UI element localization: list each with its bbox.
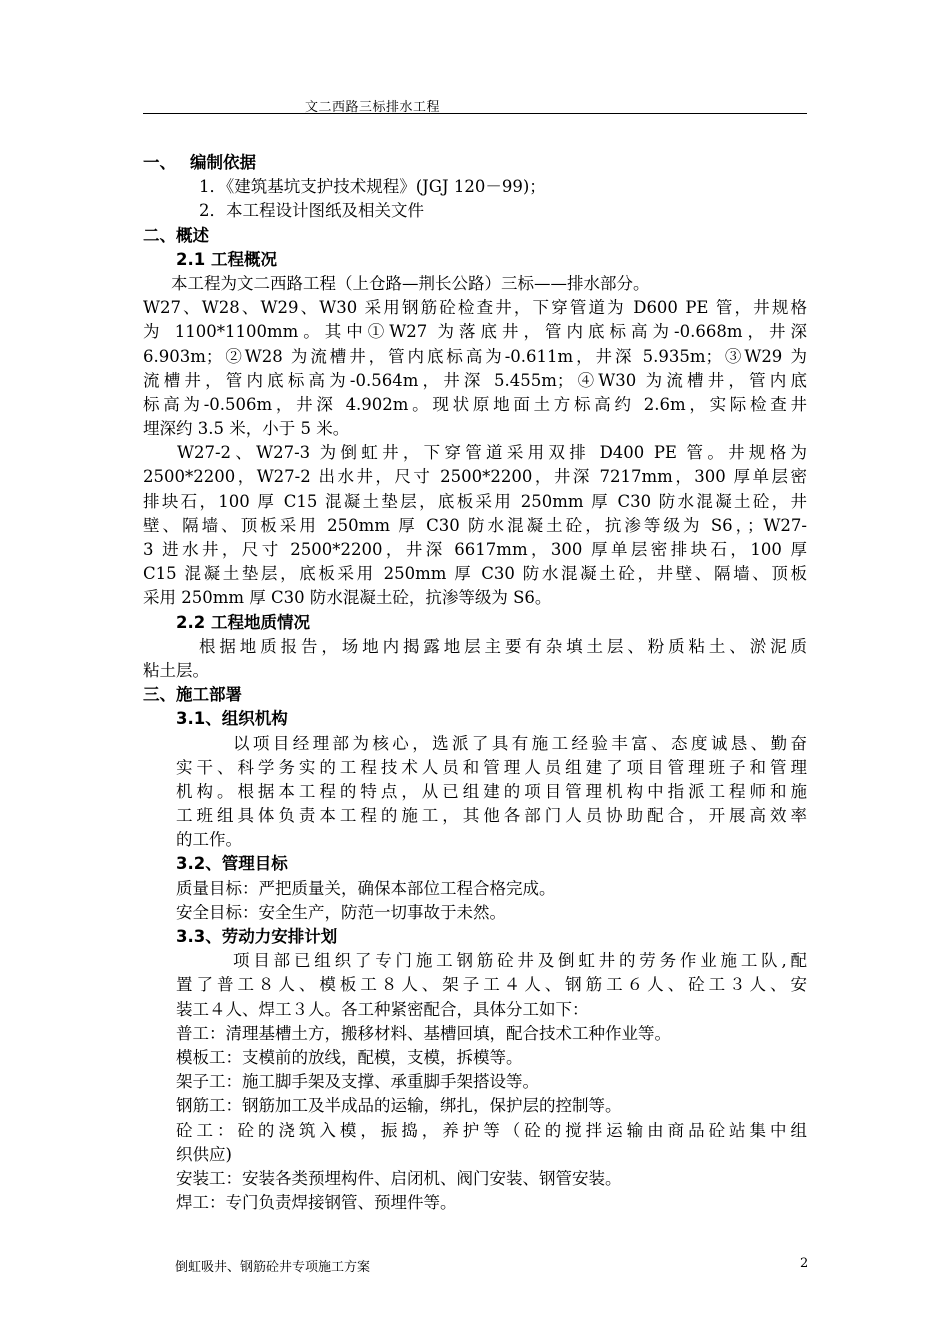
section-3-2-heading: 3.2、管理目标	[176, 854, 288, 874]
reference-item: 2．本工程设计图纸及相关文件	[199, 201, 424, 221]
paragraph-line: 标高为-0.506m，井深 4.902m。现状原地面土方标高约 2.6m，实际检查井	[143, 394, 807, 414]
page-footer-title: 倒虹吸井、钢筋砼井专项施工方案	[175, 1260, 371, 1275]
paragraph-line: C15 混凝土垫层，底板采用 250mm 厚 C30 防水混凝土砼，井壁、隔墙、顶板	[143, 564, 807, 584]
paragraph-line: 工班组具体负责本工程的施工，其他各部门人员协助配合，开展高效率	[176, 806, 807, 826]
page-number: 2	[800, 1256, 809, 1271]
section-2-heading: 二、概述	[143, 225, 209, 245]
paragraph-line: 3 进水井，尺寸 2500*2200，井深 6617mm，300 厚单层密排块石，100 厚	[143, 540, 807, 559]
labor-item: 模板工：支模前的放线，配模，支模，拆模等。	[176, 1047, 523, 1067]
paragraph-line: 以项目经理部为核心，选派了具有施工经验丰富、态度诚恳、勤奋	[233, 733, 807, 753]
paragraph-line: 装工４人、焊工３人。各工种紧密配合，具体分工如下：	[176, 999, 589, 1019]
section-3-heading: 三、施工部署	[143, 685, 242, 705]
labor-item: 安装工：安装各类预埋构件、启闭机、阀门安装、钢管安装。	[176, 1168, 622, 1188]
labor-item: 砼工：砼的浇筑入模，振捣，养护等（砼的搅拌运输由商品砼站集中组	[176, 1120, 807, 1140]
section-2-1-heading: 2.1 工程概况	[176, 249, 277, 269]
paragraph-line: 粘土层。	[143, 660, 209, 680]
paragraph-line: 机构。根据本工程的特点，从已组建的项目管理机构中指派工程师和施	[176, 781, 807, 801]
labor-item: 普工：清理基槽土方，搬移材料、基槽回填，配合技术工种作业等。	[176, 1023, 671, 1043]
paragraph-line: 置了普工８人、模板工８人、架子工４人、钢筋工６人、砼工３人、安	[176, 975, 807, 995]
paragraph-line: 的工作。	[176, 830, 242, 850]
labor-item: 织供应)	[176, 1144, 232, 1164]
paragraph-line: W27、W28、W29、W30 采用钢筋砼检查井，下穿管道为 D600 PE 管，井规格	[143, 298, 807, 318]
section-1-heading: 一、 编制依据	[143, 153, 256, 172]
paragraph-line: 流槽井，管内底标高为-0.564m，井深 5.455m；④W30 为流槽井，管内底	[143, 370, 807, 390]
paragraph-line: 排块石，100 厚 C15 混凝土垫层，底板采用 250mm 厚 C30 防水混凝土砼，井	[143, 491, 807, 511]
labor-item: 钢筋工：钢筋加工及半成品的运输，绑扎，保护层的控制等。	[176, 1096, 622, 1116]
section-3-1-heading: 3.1、组织机构	[176, 709, 288, 729]
paragraph-line: 采用 250mm 厚 C30 防水混凝土砼，抗渗等级为 S6。	[143, 588, 552, 608]
paragraph-line: 2500*2200，W27-2 出水井，尺寸 2500*2200，井深 7217mm，300 厚单层密	[143, 467, 807, 487]
paragraph-line: 为 1100*1100mm。其中①W27 为落底井，管内底标高为-0.668m，井深	[143, 322, 807, 342]
goal-item: 质量目标：严把质量关，确保本部位工程合格完成。	[176, 878, 556, 898]
paragraph-line: 项目部已组织了专门施工钢筋砼井及倒虹井的劳务作业施工队,配	[233, 951, 807, 971]
paragraph-line: W27-2、W27-3 为倒虹井，下穿管道采用双排 D400 PE 管。井规格为	[177, 443, 807, 463]
goal-item: 安全目标：安全生产，防范一切事故于未然。	[176, 902, 506, 922]
labor-item: 焊工：专门负责焊接钢管、预埋件等。	[176, 1193, 457, 1213]
section-2-2-heading: 2.2 工程地质情况	[176, 612, 310, 632]
paragraph-line: 本工程为文二西路工程（上仓路—荆长公路）三标——排水部分。	[171, 273, 650, 293]
section-3-3-heading: 3.3、劳动力安排计划	[176, 927, 338, 946]
labor-item: 架子工：施工脚手架及支撑、承重脚手架搭设等。	[176, 1072, 539, 1092]
paragraph-line: 埋深约 3.5 米，小于 5 米。	[143, 419, 350, 439]
paragraph-line: 根据地质报告，场地内揭露地层主要有杂填土层、粉质粘土、淤泥质	[199, 636, 807, 656]
document-body	[143, 151, 807, 1215]
paragraph-line: 壁、隔墙、顶板采用 250mm 厚 C30 防水混凝土砼，抗渗等级为 S6，；W27-	[143, 515, 807, 535]
paragraph-line: 实干、科学务实的工程技术人员和管理人员组建了项目管理班子和管理	[176, 757, 807, 777]
paragraph-line: 6.903m；②W28 为流槽井，管内底标高为-0.611m，井深 5.935m；③W29 为	[143, 346, 807, 366]
page-header-title: 文二西路三标排水工程	[305, 100, 441, 115]
reference-item: 1．《建筑基坑支护技术规程》(JGJ 120－99)；	[199, 177, 546, 197]
header-rule	[143, 113, 807, 114]
